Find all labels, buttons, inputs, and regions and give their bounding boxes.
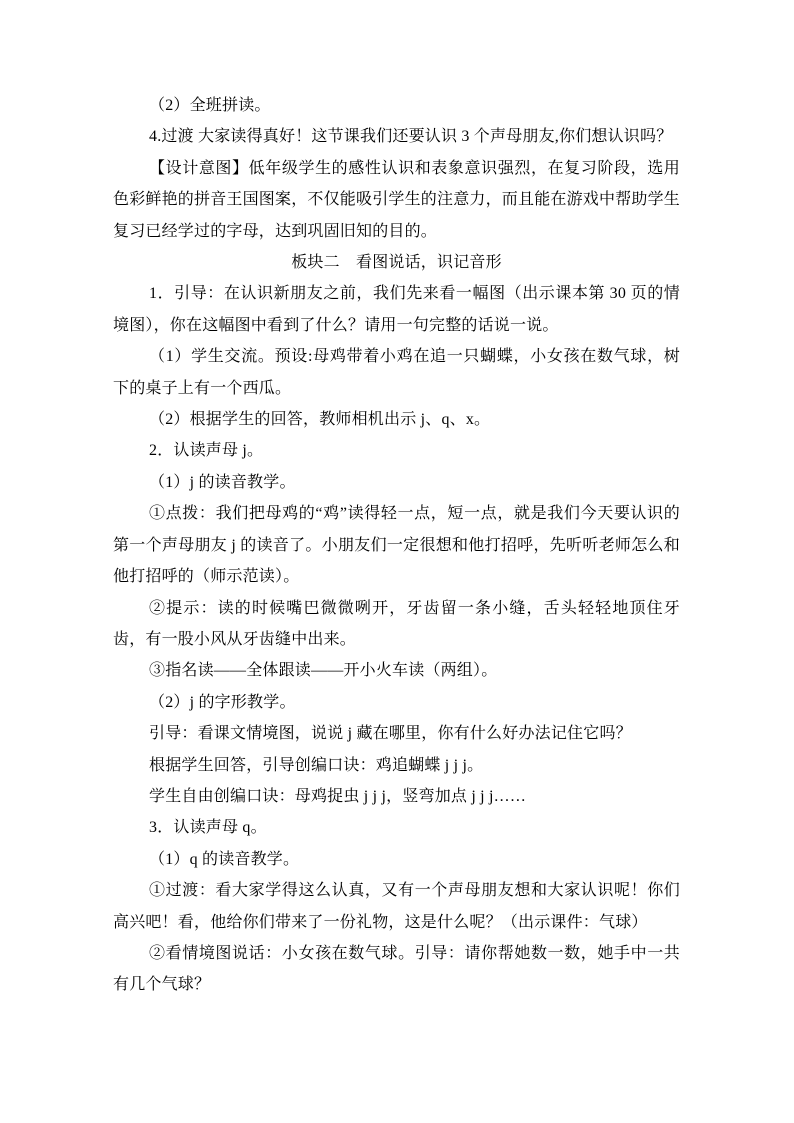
doc-paragraph: （1）q 的读音教学。 bbox=[149, 850, 300, 868]
doc-paragraph: 学生自由创编口诀：母鸡捉虫 j j j，竖弯加点 j j j…… bbox=[149, 787, 527, 805]
doc-paragraph: 4.过渡 大家读得真好！这节课我们还要认识 3 个声母朋友,你们想认识吗？ bbox=[149, 128, 673, 146]
doc-paragraph: ①点拨：我们把母鸡的“鸡”读得轻一点，短一点，就是我们今天要认识的第一个声母朋友 j 的读音了。小朋友们一定很想和他打招呼，先听听老师怎么和他打招呼的（师示范读）。 bbox=[113, 505, 680, 586]
section-heading: 板块二 看图说话，识记音形 bbox=[291, 254, 502, 272]
doc-paragraph: （2）根据学生的回答，教师相机出示 j、q、x。 bbox=[149, 411, 491, 429]
doc-paragraph: 3．认读声母 q。 bbox=[149, 819, 267, 837]
doc-paragraph: ②提示：读的时候嘴巴微微咧开，牙齿留一条小缝，舌头轻轻地顶住牙齿，有一股小风从牙齿缝中出来。 bbox=[113, 599, 680, 648]
doc-paragraph: 【设计意图】低年级学生的感性认识和表象意识强烈，在复习阶段，选用色彩鲜艳的拼音王国图案，不仅能吸引学生的注意力，而且能在游戏中帮助学生复习已经学过的字母，达到巩固旧知的目的。 bbox=[113, 159, 681, 240]
doc-paragraph: （2）j 的字形教学。 bbox=[149, 693, 296, 711]
doc-paragraph: 1．引导：在认识新朋友之前，我们先来看一幅图（出示课本第 30 页的情境图），你在这幅图中看到了什么？请用一句完整的话说一说。 bbox=[113, 285, 680, 334]
doc-paragraph: 2．认读声母 j。 bbox=[149, 442, 264, 460]
doc-paragraph: 引导：看课文情境图，说说 j 藏在哪里，你有什么好办法记住它吗？ bbox=[149, 725, 632, 743]
doc-paragraph: （1）学生交流。预设:母鸡带着小鸡在追一只蝴蝶，小女孩在数气球，树下的桌子上有一个西瓜。 bbox=[113, 348, 680, 397]
doc-paragraph: （1）j 的读音教学。 bbox=[149, 473, 296, 491]
doc-paragraph: （2）全班拼读。 bbox=[149, 97, 271, 114]
doc-paragraph: ①过渡：看大家学得这么认真，又有一个声母朋友想和大家认识呢！你们高兴吧！看，他给你们带来了一份礼物，这是什么呢？（出示课件：气球） bbox=[113, 882, 680, 931]
doc-paragraph: ②看情境图说话：小女孩在数气球。引导：请你帮她数一数，她手中一共有几个气球？ bbox=[113, 944, 680, 994]
doc-paragraph: ③指名读——全体跟读——开小火车读（两组）。 bbox=[149, 662, 498, 680]
doc-paragraph: 根据学生回答，引导创编口诀：鸡追蝴蝶 j j j。 bbox=[149, 756, 484, 774]
